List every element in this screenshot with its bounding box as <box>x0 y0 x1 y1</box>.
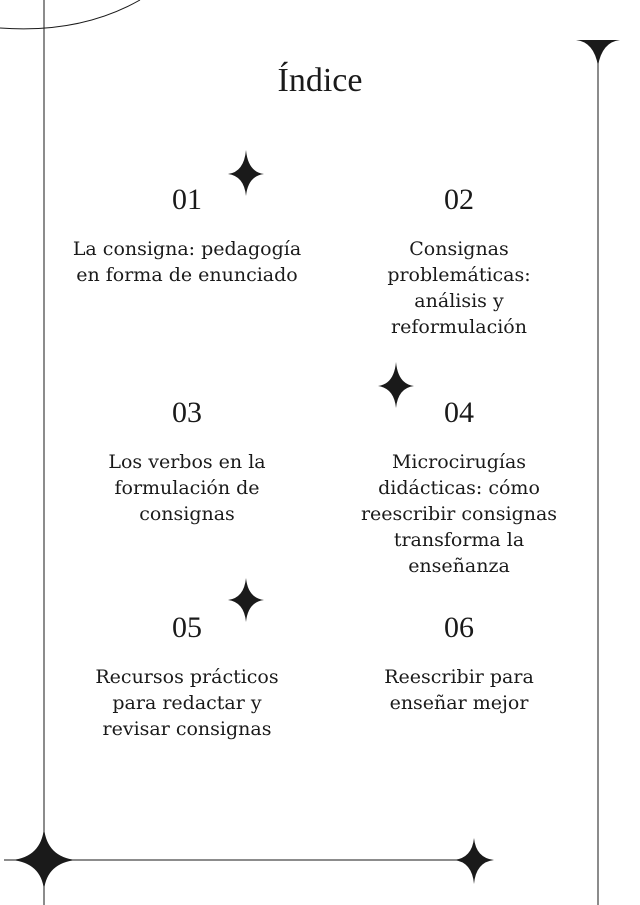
sparkle-icon <box>12 828 76 890</box>
page-title: Índice <box>277 62 363 99</box>
item-number: 04 <box>444 396 474 429</box>
item-text: Consignas problemáticas: análisis y reformulación <box>387 238 531 338</box>
item-text: Microcirugías didácticas: cómo reescribir consignas transforma la enseñanza <box>360 451 558 577</box>
index-item-04 <box>344 395 574 579</box>
item-number: 06 <box>444 611 474 644</box>
index-item-06 <box>344 610 574 716</box>
index-item-02 <box>344 182 574 340</box>
item-text: La consigna: pedagogía en forma de enunciado <box>72 238 302 286</box>
corner-arc <box>0 0 140 29</box>
index-item-01 <box>72 182 302 288</box>
index-item-05 <box>72 610 302 742</box>
item-number: 03 <box>172 396 202 429</box>
item-text: Los verbos en la formulación de consignas <box>108 451 266 525</box>
item-text: Recursos prácticos para redactar y revisar consignas <box>95 666 279 740</box>
item-text: Reescribir para enseñar mejor <box>384 666 534 714</box>
index-item-03 <box>72 395 302 527</box>
item-number: 02 <box>444 183 474 216</box>
sparkle-icon <box>454 838 494 884</box>
item-number: 01 <box>172 183 202 216</box>
item-number: 05 <box>172 611 202 644</box>
